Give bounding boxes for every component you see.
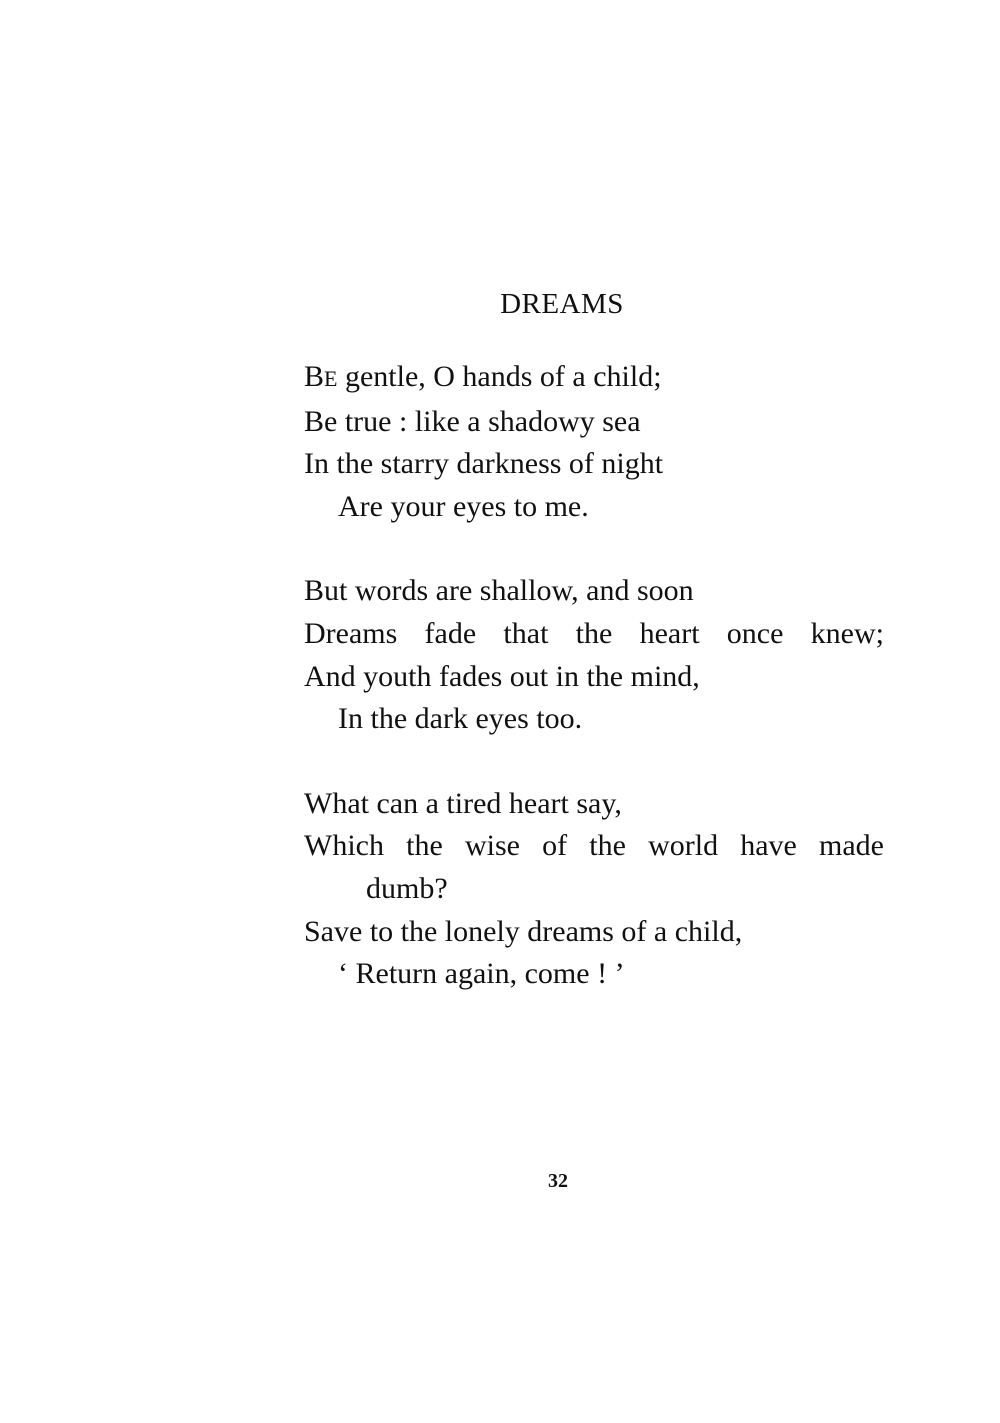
stanza-3 [304, 783, 924, 996]
small-caps-rest: E [324, 366, 338, 391]
poem-body [304, 356, 924, 1038]
poem-title: DREAMS [500, 288, 624, 320]
poem-line: What can a tired heart say, [304, 786, 622, 820]
stanza-2 [304, 570, 924, 740]
poem-line-indented: Are your eyes to me. [338, 489, 589, 523]
poem-line: And youth fades out in the mind, [304, 659, 700, 693]
poem-line: Which the wise of the world have made [304, 829, 884, 863]
page-number: 32 [548, 1170, 568, 1192]
poem-line-indented: ‘ Return again, come ! ’ [338, 957, 625, 991]
poem-line: Dreams fade that the heart once knew; [304, 616, 884, 650]
small-caps-initial: B [304, 360, 325, 393]
poem-line-text: gentle, O hands of a child; [337, 360, 662, 393]
poem-line [304, 356, 924, 401]
poem-line-continuation: dumb? [366, 871, 448, 905]
poem-line: In the starry darkness of night [304, 447, 664, 481]
poem-line: Be true : like a shadowy sea [304, 404, 641, 438]
poem-line: But words are shallow, and soon [304, 574, 694, 608]
stanza-1 [304, 356, 924, 528]
poem-line-indented: In the dark eyes too. [338, 702, 583, 736]
poem-line: Save to the lonely dreams of a child, [304, 914, 743, 948]
